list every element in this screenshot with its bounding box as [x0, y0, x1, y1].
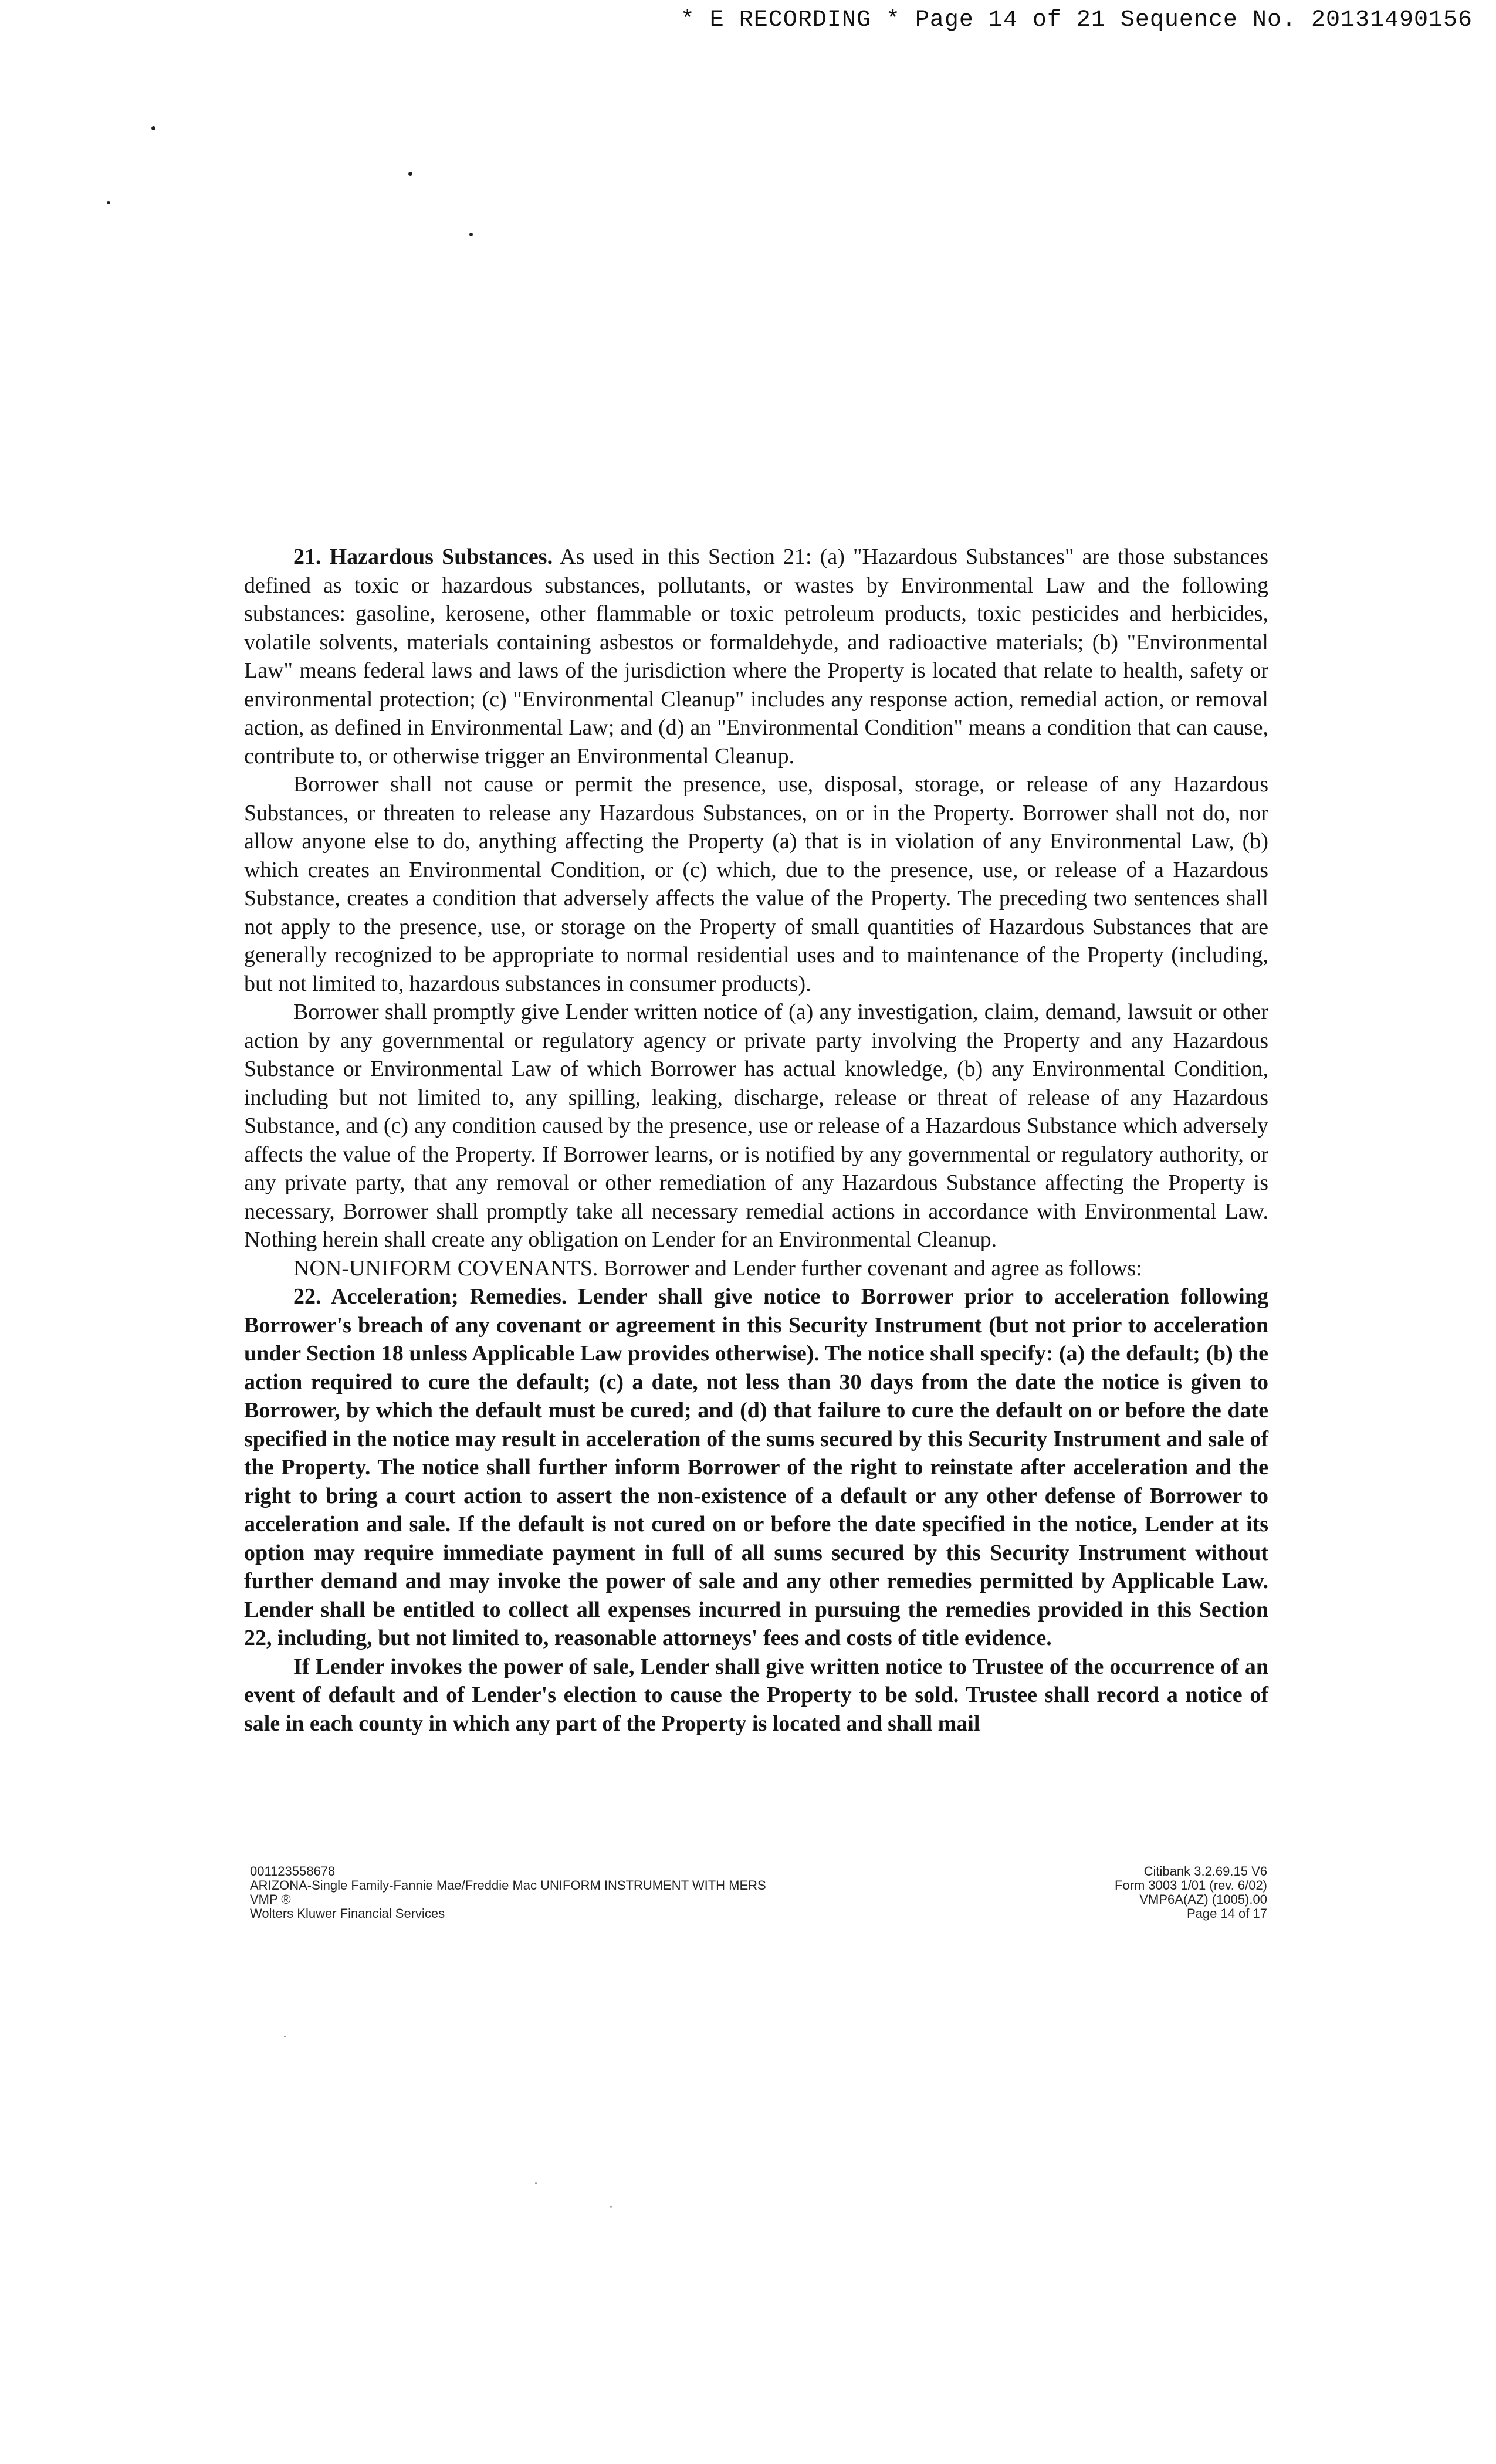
- section-21-title: Hazardous Substances.: [329, 544, 553, 569]
- section-22-paragraph-2: If Lender invokes the power of sale, Lender shall give written notice to Trustee of the occurrence of an event of default and of Lender's election to cause the Property to be sold. Trustee shall record a notice of sale in each county in which any part of the Property is located and shall mail: [244, 1654, 1268, 1736]
- loan-number: 001123558678: [250, 1864, 336, 1879]
- vmp-mark: VMP ®: [250, 1892, 291, 1907]
- form-number: Form 3003 1/01 (rev. 6/02): [1114, 1878, 1267, 1893]
- publisher-name: Wolters Kluwer Financial Services: [250, 1906, 445, 1921]
- section-22-number: 22.: [293, 1284, 321, 1309]
- section-21-text-1: As used in this Section 21: (a) "Hazardous Substances" are those substances defined as toxic or hazardous substances, pollutants, or wastes by Environmental Law and the following substances: gasoline, kerosene, other flammable or toxic petroleum products, toxic pesticides and herbicides, volatile solvents, materials containing asbestos or formaldehyde, and radioactive materials; (b) "Environmental Law" means federal laws and laws of the jurisdiction where the Property is located that relate to health, safety or environmental protection; (c) "Environmental Cleanup" includes any response action, remedial action, or removal action, as defined in Environmental Law; and (d) an "Environmental Condition" means a condition that can cause, contribute to, or otherwise trigger an Environmental Cleanup.: [244, 544, 1269, 769]
- scan-speck: [469, 233, 473, 236]
- section-21-paragraph-2: Borrower shall not cause or permit the presence, use, disposal, storage, or release of any Hazardous Substances, or threaten to release any Hazardous Substances, on or in the Property. Borrower shall not do, nor allow anyone else to do, anything affecting the Property (a) that is in violation of any Environmental Law, (b) which creates an Environmental Condition, or (c) which, due to the presence, use, or release of a Hazardous Substance, creates a condition that adversely affects the value of the Property. The preceding two sentences shall not apply to the presence, use, or storage on the Property of small quantities of Hazardous Substances that are generally recognized to be appropriate to normal residential uses and to maintenance of the Property (including, but not limited to, hazardous substances in consumer products).: [244, 772, 1268, 996]
- scan-speck: [610, 2206, 612, 2208]
- non-uniform-covenants: NON-UNIFORM COVENANTS. Borrower and Lender further covenant and agree as follows:: [293, 1255, 1142, 1281]
- recording-header: * E RECORDING * Page 14 of 21 Sequence No. 20131490156: [680, 7, 1473, 33]
- instrument-description: ARIZONA-Single Family-Fannie Mae/Freddie Mac UNIFORM INSTRUMENT WITH MERS: [250, 1878, 766, 1893]
- document-body: [244, 543, 1268, 1738]
- citibank-version: Citibank 3.2.69.15 V6: [1143, 1864, 1267, 1879]
- vmp-form-code: VMP6A(AZ) (1005).00: [1139, 1892, 1267, 1907]
- scan-speck: [107, 201, 110, 204]
- scan-speck: [284, 2036, 286, 2037]
- section-21-paragraph-3: Borrower shall promptly give Lender written notice of (a) any investigation, claim, demand, lawsuit or other action by any governmental or regulatory agency or private party involving the Property and any Hazardous Substance or Environmental Law of which Borrower has actual knowledge, (b) any Environmental Condition, including but not limited to, any spilling, leaking, discharge, release or threat of release of any Hazardous Substance, and (c) any condition caused by the presence, use or release of a Hazardous Substance which adversely affects the value of the Property. If Borrower learns, or is notified by any governmental or regulatory authority, or any private party, that any removal or other remediation of any Hazardous Substance affecting the Property is necessary, Borrower shall promptly take all necessary remedial actions in accordance with Environmental Law. Nothing herein shall create any obligation on Lender for an Environmental Cleanup.: [244, 1000, 1268, 1252]
- footer-left: [250, 1864, 766, 1921]
- section-21-number: 21.: [293, 544, 321, 569]
- scan-speck: [408, 172, 412, 176]
- section-21-paragraph-1: [244, 543, 1268, 770]
- scan-speck: [535, 2182, 537, 2184]
- page-number: Page 14 of 17: [1186, 1906, 1267, 1921]
- scan-speck: [151, 126, 155, 130]
- section-22-paragraph-1: [244, 1282, 1268, 1653]
- section-22-text-1: Lender shall give notice to Borrower prior to acceleration following Borrower's breach of any covenant or agreement in this Security Instrument (but not prior to acceleration under Section 18 unless Applicable Law provides otherwise). The notice shall specify: (a) the default; (b) the action required to cure the default; (c) a date, not less than 30 days from the date the notice is given to Borrower, by which the default must be cured; and (d) that failure to cure the default on or before the date specified in the notice may result in acceleration of the sums secured by this Security Instrument and sale of the Property. The notice shall further inform Borrower of the right to reinstate after acceleration and the right to bring a court action to assert the non-existence of a default or any other defense of Borrower to acceleration and sale. If the default is not cured on or before the date specified in the notice, Lender at its option may require immediate payment in full of all sums secured by this Security Instrument without further demand and may invoke the power of sale and any other remedies permitted by Applicable Law. Lender shall be entitled to collect all expenses incurred in pursuing the remedies provided in this Section 22, including, but not limited to, reasonable attorneys' fees and costs of title evidence.: [244, 1284, 1268, 1650]
- footer-right: [1115, 1864, 1267, 1921]
- section-22-title: Acceleration; Remedies.: [331, 1284, 567, 1309]
